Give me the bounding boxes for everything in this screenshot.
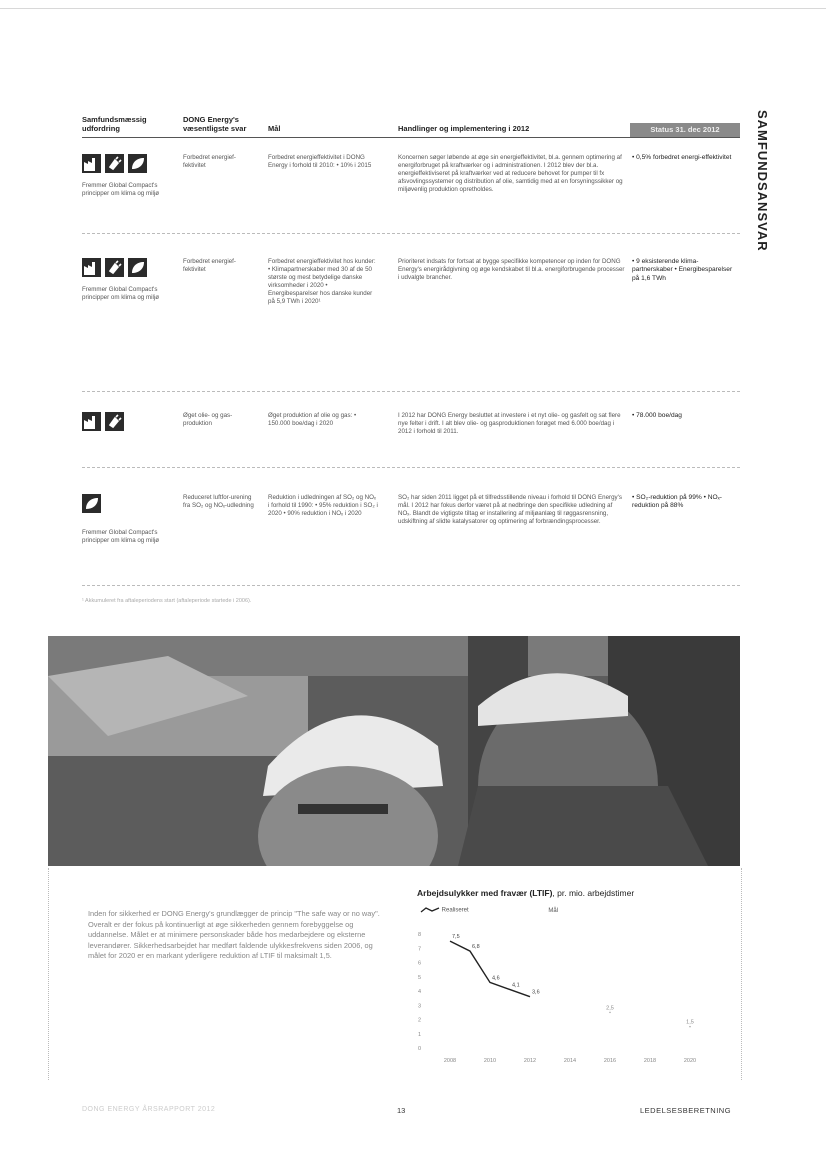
footer-section: LEDELSESBERETNING [640, 1106, 732, 1115]
data-label: 7,5 [452, 934, 460, 941]
row-icons [82, 412, 128, 436]
table-row [82, 250, 740, 392]
y-tick-label: 2 [418, 1017, 422, 1024]
action-text: SO₂ har siden 2011 ligget på et tilfredsstillende niveau i forhold til DONG Energy's mål. I 2012 har fokus derfor været på at nedbringe den specifikke udledning af NOₓ. Blandt de vigtigste tiltag er installering af miljøanlæg til røggasrensning, udskiftning af slidte katalysatorer og optimering af forbrændingsprocesser. [398, 494, 622, 525]
plug-icon [105, 258, 124, 277]
footer-report-name: DONG ENERGY ÅRSRAPPORT 2012 [82, 1106, 216, 1113]
y-tick-label: 7 [418, 946, 422, 953]
legend-line-icon [420, 906, 440, 914]
y-tick-label: 0 [418, 1046, 422, 1052]
goal-text: Reduktion i udledningen af SO₂ og NOₓ i forhold til 1990: • 95% reduktion i SO₂ i 2020 • 90% reduktion i NOₓ i 2020 [268, 494, 378, 517]
response-text: Øget olie- og gas-produktion [183, 412, 233, 427]
header-challenge: Samfundsmæssig udfordring [82, 115, 147, 133]
top-rule [0, 8, 826, 9]
ltif-chart [410, 922, 720, 1072]
x-tick-label: 2020 [683, 1058, 697, 1064]
factory-icon [82, 154, 101, 173]
x-tick-label: 2010 [483, 1058, 497, 1064]
legend-target: Mål [548, 907, 559, 914]
y-tick-label: 3 [418, 1003, 422, 1010]
status-text: • 0,5% forbedret energi-effektivitet [632, 154, 732, 161]
data-label: 6,8 [472, 944, 480, 951]
header-status: Status 31. dec 2012 [630, 123, 740, 137]
data-label: 4,1 [512, 982, 520, 989]
compact-principles: Fremmer Global Compact's principper om klima og miljø [82, 286, 160, 301]
factory-icon [82, 258, 101, 277]
row-divider [82, 391, 740, 392]
action-text: Koncernen søger løbende at øge sin energieffektivitet, bl.a. gennem optimering af energiforbruget på kraftværker og i administrationen. I 2012 blev der bl.a. energieffektiviseret på kraftværker ved at reducere behovet for pumper til fx afsvovlingssystemer og distribution af olie, samtidig med at en forsyningssikker og miljøvenlig produktion opretholdes. [398, 154, 623, 193]
row-icons [82, 494, 105, 518]
data-label: 1,5 [686, 1019, 694, 1026]
table-row [82, 404, 740, 468]
leaf-icon [128, 154, 147, 173]
factory-icon [82, 412, 101, 431]
chart-legend [420, 906, 558, 914]
y-tick-label: 5 [418, 974, 422, 981]
row-divider [82, 233, 740, 234]
goal-text: Øget produktion af olie og gas: • 150.000 boe/dag i 2020 [268, 412, 357, 427]
workers-photo [48, 636, 740, 866]
table-row [82, 146, 740, 234]
header-rule [82, 137, 740, 138]
x-tick-label: 2014 [563, 1058, 577, 1064]
page-number: 13 [397, 1106, 406, 1115]
leaf-icon [128, 258, 147, 277]
plug-icon [105, 154, 124, 173]
row-icons [82, 258, 151, 282]
y-tick-label: 8 [418, 932, 422, 938]
action-text: Prioriteret indsats for fortsat at bygge specifikke kompetencer op inden for DONG Energy's energirådgivning og øge kendskabet til bl.a. energiforbrugende processer i udvalgte brancher. [398, 258, 625, 281]
data-label: 4,6 [492, 975, 500, 982]
safety-text: Inden for sikkerhed er DONG Energy's grundlægger de princip "The safe way or no way". Overalt er der fokus på kontinuerligt at øge sikkerheden gennem forebyggelse og uddannelse. Målet er at minimere personskader både hos medarbejdere og eksterne leverandører. Sikkerhedsarbejdet har medført faldende ulykkesfrekvens siden 2006, og målet for 2020 er en markant yderligere reduktion af LTIF til maksimalt 1,5. [88, 909, 380, 961]
action-text: I 2012 har DONG Energy besluttet at investere i et nyt olie- og gasfelt og sat flere nye felter i drift. I alt blev olie- og gasproduktionen forøget med 6.000 boe/dag i 2012 i forhold til 2011. [398, 412, 621, 435]
compact-principles: Fremmer Global Compact's principper om klima og miljø [82, 182, 160, 197]
target-point [609, 1012, 611, 1014]
header-goal: Mål [268, 124, 281, 133]
header-response: DONG Energy's væsentligste svar [183, 115, 247, 133]
x-tick-label: 2016 [603, 1058, 617, 1064]
row-divider [82, 467, 740, 468]
row-divider [82, 585, 740, 586]
x-tick-label: 2012 [523, 1058, 537, 1064]
leaf-icon [82, 494, 101, 513]
compact-principles: Fremmer Global Compact's principper om klima og miljø [82, 529, 160, 544]
response-text: Forbedret energief-fektivitet [183, 258, 236, 273]
x-tick-label: 2018 [643, 1058, 657, 1064]
status-text: • 78.000 boe/dag [632, 412, 682, 419]
section-side-title: SAMFUNDSANSVAR [755, 110, 770, 252]
y-tick-label: 4 [418, 989, 422, 995]
x-tick-label: 2008 [443, 1058, 457, 1064]
data-label: 2,5 [606, 1005, 614, 1012]
legend-realized: Realiseret [441, 907, 469, 914]
status-text: • SO₂-reduktion på 99% • NOₓ-reduktion på 88% [632, 494, 722, 510]
chart-title: Arbejdsulykker med fravær (LTIF), pr. mio. arbejdstimer [417, 888, 635, 898]
target-point [689, 1026, 691, 1028]
row-icons [82, 154, 151, 178]
response-text: Forbedret energief-fektivitet [183, 154, 236, 169]
goal-text: Forbedret energieffektivitet i DONG Energy i forhold til 2010: • 10% i 2015 [268, 154, 372, 169]
y-tick-label: 6 [418, 960, 422, 967]
header-actions: Handlinger og implementering i 2012 [398, 124, 530, 133]
response-text: Reduceret luftfor-urening fra SO₂ og NOₓ-udledning [183, 494, 254, 509]
plug-icon [105, 412, 124, 431]
goal-text: Forbedret energieffektivitet hos kunder: • Klimapartnerskaber med 30 af de 50 største og mest betydelige danske virksomheder i 2020 • Energibesparelser hos danske kunder på 5,9 TWh i 2020¹ [268, 258, 376, 305]
table-footnote: ¹ Akkumuleret fra aftaleperiodens start (aftaleperiode startede i 2006). [82, 598, 252, 604]
status-text: • 9 eksisterende klima-partnerskaber • Energibesparelser på 1,6 TWh [632, 258, 733, 282]
table-row [82, 486, 740, 586]
data-label: 3,6 [532, 989, 540, 996]
y-tick-label: 1 [418, 1031, 422, 1038]
